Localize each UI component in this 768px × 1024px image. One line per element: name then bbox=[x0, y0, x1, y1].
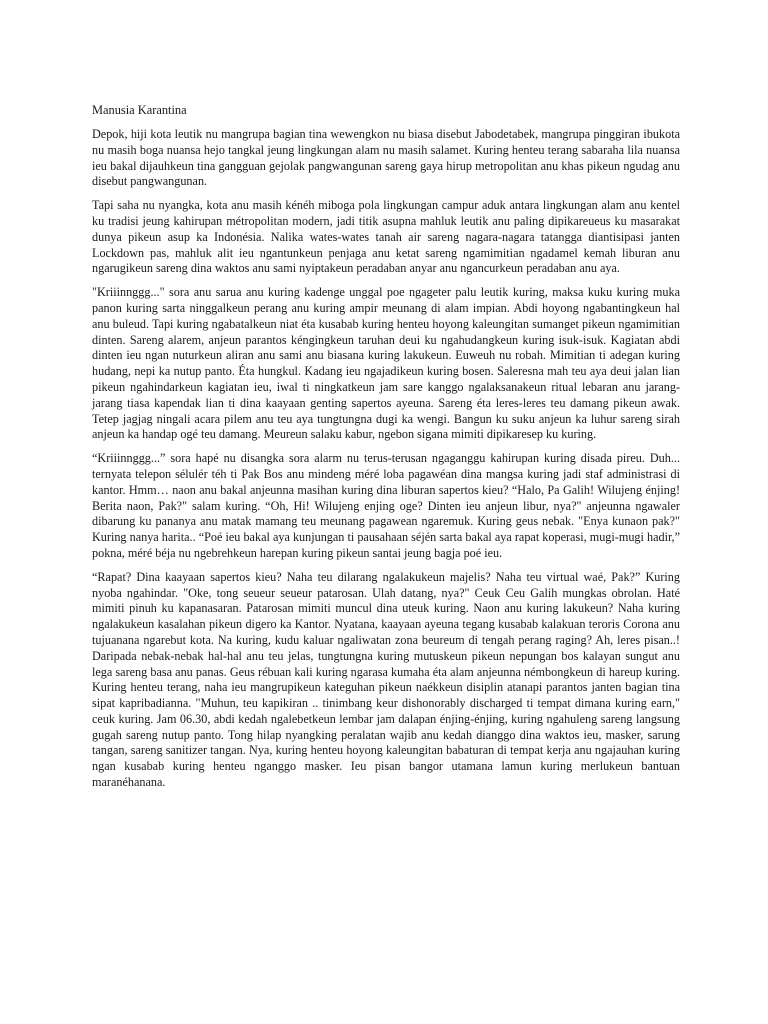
document-body bbox=[92, 102, 680, 799]
paragraph-5: “Rapat? Dina kaayaan sapertos kieu? Naha teu dilarang ngalakukeun majelis? Naha teu virtual waé, Pak?” Kuring nyoba ngahindar. "Oke, tong seueur seueur patarosan. Ulah datang, nya?" Ceuk Ceu Galih mungkas obrolan. Haté mimiti pinuh ku kapanasaran. Patarosan mimiti muncul dina uteuk kuring. Naon anu kuring lakukeun? Naha kuring ngalakukeun kasalahan pikeun digero ka Kantor. Nyatana, kaayaan ayeuna tegang kusabab kalakuan teroris Corona anu tujuanana ngarebut kota. Na kuring, kudu kaluar ngaliwatan zona beureum di tengah perang raging? Ah, leres pisan..! Daripada nebak-nebak hal-hal anu teu jelas, tungtungna kuring mutuskeun pikeun nepungan bos kalayan sungut anu lega sareng basa anu panas. Geus rébuan kali kuring ngarasa kumaha éta alam anjeunna némbongkeun di hareup kuring. Kuring henteu terang, naha ieu mangrupikeun kateguhan pikeun naékkeun disiplin atanapi parantos janten bagian tina sipat kapribadianna. "Muhun, teu kapikiran .. tinimbang keur dishonorably discharged ti tempat dimana kuring earn," ceuk kuring. Jam 06.30, abdi kedah ngalebetkeun lembar jam dalapan énjing-énjing, kuring ngahuleng sareng langsung gugah sareng nutup panto. Tong hilap nyangking peralatan wajib anu kedah dianggo dina waktos ieu, masker, sarung tangan, sareng sanitizer tangan. Nya, kuring henteu hoyong kaleungitan babaturan di tempat kerja anu ngajauhan kuring ngan kusabab kuring henteu nganggo masker. Ieu pisan bangor utamana lamun kuring merlukeun bantuan maranéhanana. bbox=[92, 569, 680, 790]
paragraph-4: “Kriiinnggg...” sora hapé nu disangka sora alarm nu terus-terusan ngaganggu kahirupan kuring disada pireu. Duh... ternyata telepon sélulér téh ti Pak Bos anu mindeng méré loba pagawéan dina mangsa kuring jadi staf administrasi di kantor. Hmm… naon anu bakal anjeunna masihan kuring dina liburan sapertos kieu? “Halo, Pa Galih! Wilujeng énjing! Berita naon, Pak?" salam kuring. “Oh, Hi! Wilujeng enjing oge? Dinten ieu anjeun libur, nya?" anjeunna ngawaler dibarung ku pananya anu matak mamang teu meunang pagawean ngaremuk. Kuring geus nebak. "Enya kunaon pak?" Kuring nanya harita.. “Poé ieu bakal aya kunjungan ti pausahaan séjén sarta bakal aya rapat koperasi, mugi-mugi hadir,” pokna, méré béja nu ngebrehkeun harepan kuring pikeun santai jeung bagja poé ieu. bbox=[92, 451, 680, 560]
paragraph-1: Depok, hiji kota leutik nu mangrupa bagian tina wewengkon nu biasa disebut Jabodetabek, mangrupa pinggiran ibukota nu masih boga nuansa hejo tangkal jeung lingkungan alam nu masih salamet. Kuring henteu terang sabaraha lila nuansa ieu bakal dijauhkeun tina gangguan gejolak pangwangunan sareng gaya hirup metropolitan anu khas pikeun ngudag anu disebut pangwangunan. bbox=[92, 127, 680, 189]
paragraph-2: Tapi saha nu nyangka, kota anu masih kénéh miboga pola lingkungan campur aduk antara lingkungan alam anu kentel ku tradisi jeung kahirupan métropolitan modern, jadi titik asupna mahluk leutik anu paling dipikareueus ku masarakat dunya pikeun asup ka Indonésia. Nalika wates-wates tanah air sareng nagara-nagara tatangga diantisipasi janten Lockdown pas, mahluk alit ieu ngantunkeun penjaga anu ketat sareng ngamimitian ngadamel kemah liburan anu ngarugikeun sareng dina waktos anu sami nyiptakeun peradaban anyar anu ngancurkeun peradaban anu aya. bbox=[92, 198, 680, 276]
document-title: Manusia Karantina bbox=[92, 103, 187, 117]
paragraph-3: "Kriiinnggg..." sora anu sarua anu kuring kadenge unggal poe ngageter palu leutik kuring, maksa kuku kuring muka panon kuring sarta ninggalkeun perang anu kuring ampir meunang di alam impian. Abdi hoyong ngabantingkeun hal anu buleud. Tapi kuring ngabatalkeun niat éta kusabab kuring henteu hoyong kaleungitan sumanget pikeun ngamimitian dinten. Sareng alarem, anjeun parantos kéngingkeun taruhan deui ku ngahudangkeun kuring isuk-isuk. Kagiatan abdi dinten ieu ngan nuturkeun aliran anu sami anu biasana kuring lakukeun. Euweuh nu robah. Mimitian ti adegan kuring hudang, nepi ka nutup panto. Éta hungkul. Kadang ieu ngajadikeun kuring bosen. Saleresna mah teu aya deui jalan lian pikeun ngahindarkeun kagiatan ieu, iwal ti ningkatkeun jam sare kanggo ngalaksanakeun ritual lebaran anu jarang-jarang tiasa kapendak lian ti dina kaayaan genting sapertos ayeuna. Sareng éta leres-leres teu damang pikeun awak. Tetep jagjag ningali acara pilem anu teu aya tungtungna dugi ka wengi. Bangun ku suku anjeun ka luhur sareng sirah anjeun ka handap ogé teu damang. Meureun salaku kabur, ngebon sigana mimiti dipikaresep ku kuring. bbox=[92, 285, 680, 442]
